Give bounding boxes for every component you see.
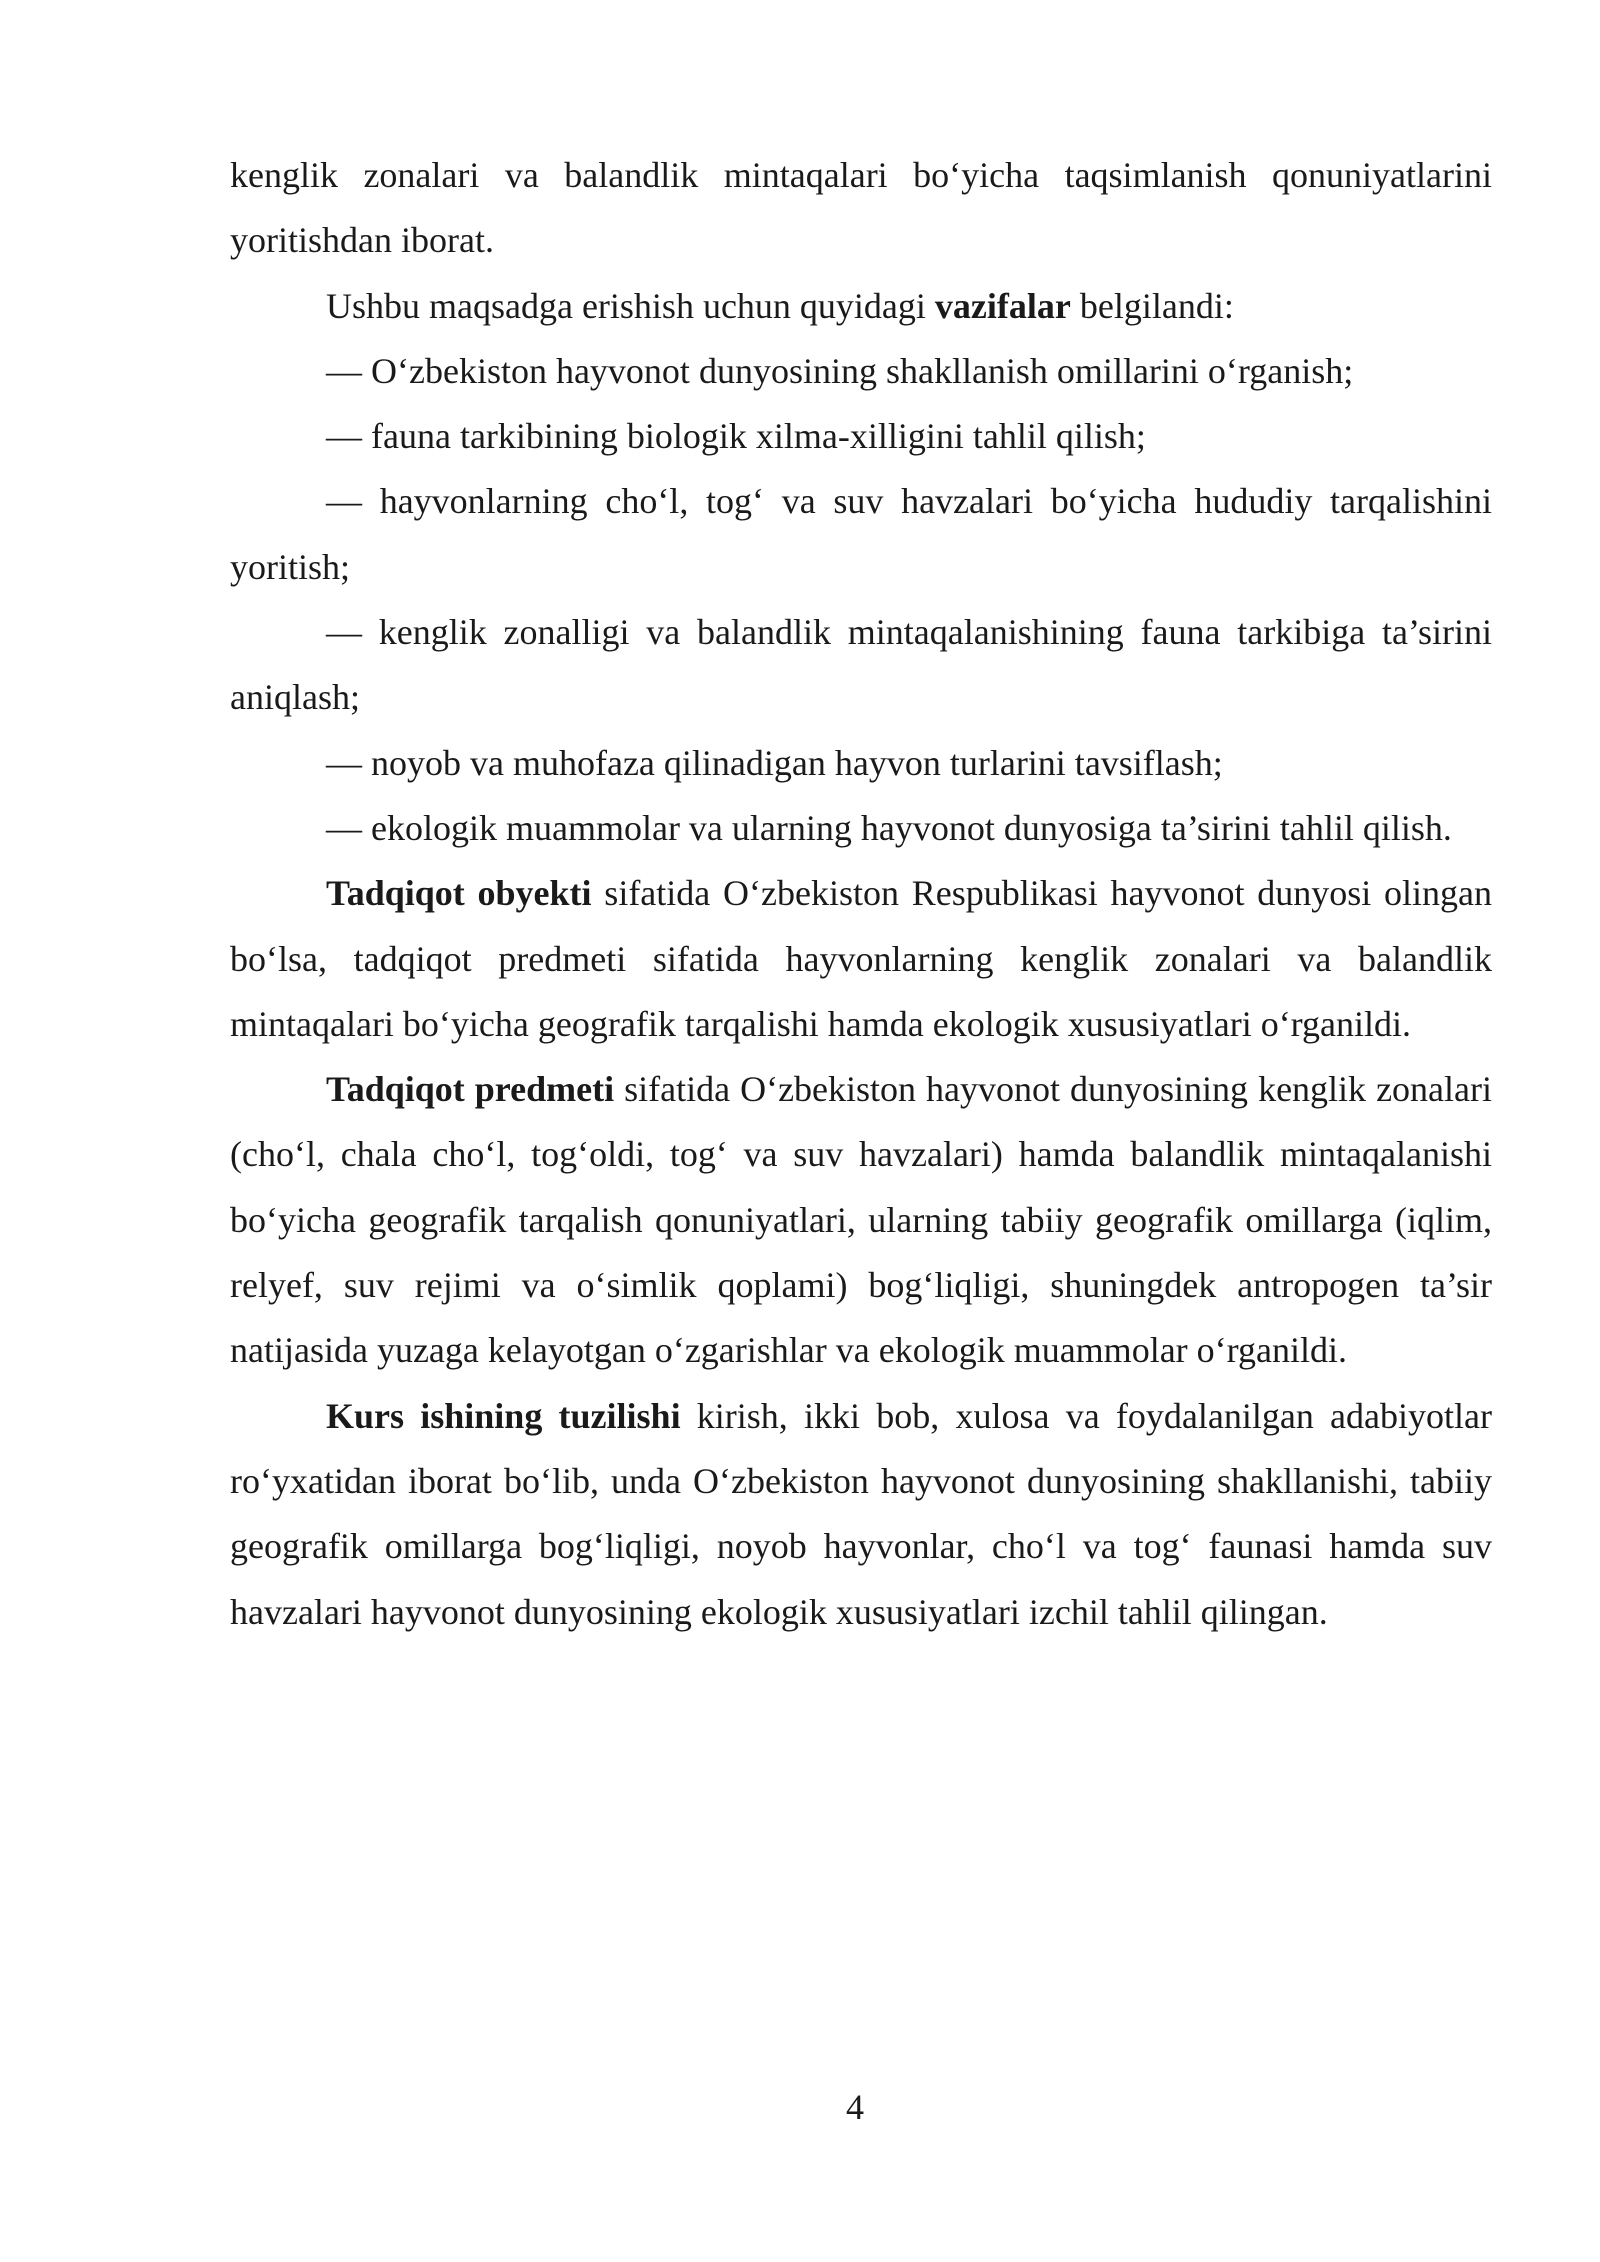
task-item-5: — noyob va muhofaza qilinadigan hayvon turlarini tavsiflash; — [326, 742, 1223, 783]
task-item-2: — fauna tarkibining biologik xilma-xilligini tahlil qilish; — [326, 416, 1146, 457]
text-body — [230, 143, 1492, 1645]
tasks-intro-text: Ushbu maqsadga erishish uchun quyidagi — [326, 285, 935, 326]
paragraph-continuation: kenglik zonalari va balandlik mintaqalari bo‘yicha taqsimlanish qonuniyatlarini yoritishdan iborat. — [230, 155, 1492, 261]
task-item-3: — hayvonlarning cho‘l, tog‘ va suv havzalari bo‘yicha hududiy tarqalishini yoritish; — [230, 481, 1492, 587]
structure-text: kirish, ikki bob, xulosa va foydalanilgan adabiyotlar ro‘yxatidan iborat bo‘lib, unda O‘zbekiston hayvonot dunyosining shakllanishi, tabiiy geografik omillarga bog‘liqligi, noyob hayvonlar, cho‘l va tog‘ faunasi hamda suv havzalari hayvonot dunyosining ekologik xususiyatlari izchil tahlil qilingan. — [230, 1395, 1492, 1632]
research-subject-term: Tadqiqot predmeti — [326, 1069, 615, 1110]
paragraph-research-object — [230, 861, 1492, 1057]
paragraph-structure — [230, 1384, 1492, 1645]
research-object-term: Tadqiqot obyekti — [326, 873, 592, 914]
task-item-1: — O‘zbekiston hayvonot dunyosining shakllanish omillarini o‘rganish; — [326, 350, 1354, 391]
tasks-intro-end: belgilandi: — [1070, 285, 1234, 326]
research-object-text: sifatida O‘zbekiston Respublikasi hayvonot dunyosi olingan bo‘lsa, tadqiqot predmeti sifatida hayvonlarning kenglik zonalari va balandlik mintaqalari bo‘yicha geografik tarqalishi hamda ekologik xususiyatlari o‘rganildi. — [230, 873, 1493, 1044]
structure-term: Kurs ishining tuzilishi — [326, 1395, 681, 1436]
paragraph-tasks-intro — [230, 274, 1492, 339]
tasks-bold-term: vazifalar — [934, 285, 1071, 326]
paragraph-research-subject — [230, 1057, 1492, 1383]
task-item-6: — ekologik muammolar va ularning hayvonot dunyosiga ta’sirini tahlil qilish. — [326, 807, 1452, 848]
research-subject-text: sifatida O‘zbekiston hayvonot dunyosining kenglik zonalari (cho‘l, chala cho‘l, tog‘oldi, tog‘ va suv havzalari) hamda balandlik mintaqalanishi bo‘yicha geografik tarqalish qonuniyatlari, ularning tabiiy geografik omillarga (iqlim, relyef, suv rejimi va o‘simlik qoplami) bog‘liqligi, shuningdek antropogen ta’sir natijasida yuzaga kelayotgan o‘zgarishlar va ekologik muammolar o‘rganildi. — [230, 1069, 1492, 1371]
page-number: 4 — [846, 2087, 864, 2127]
task-item-4: — kenglik zonalligi va balandlik mintaqalanishining fauna tarkibiga ta’sirini aniqlash; — [230, 612, 1492, 718]
